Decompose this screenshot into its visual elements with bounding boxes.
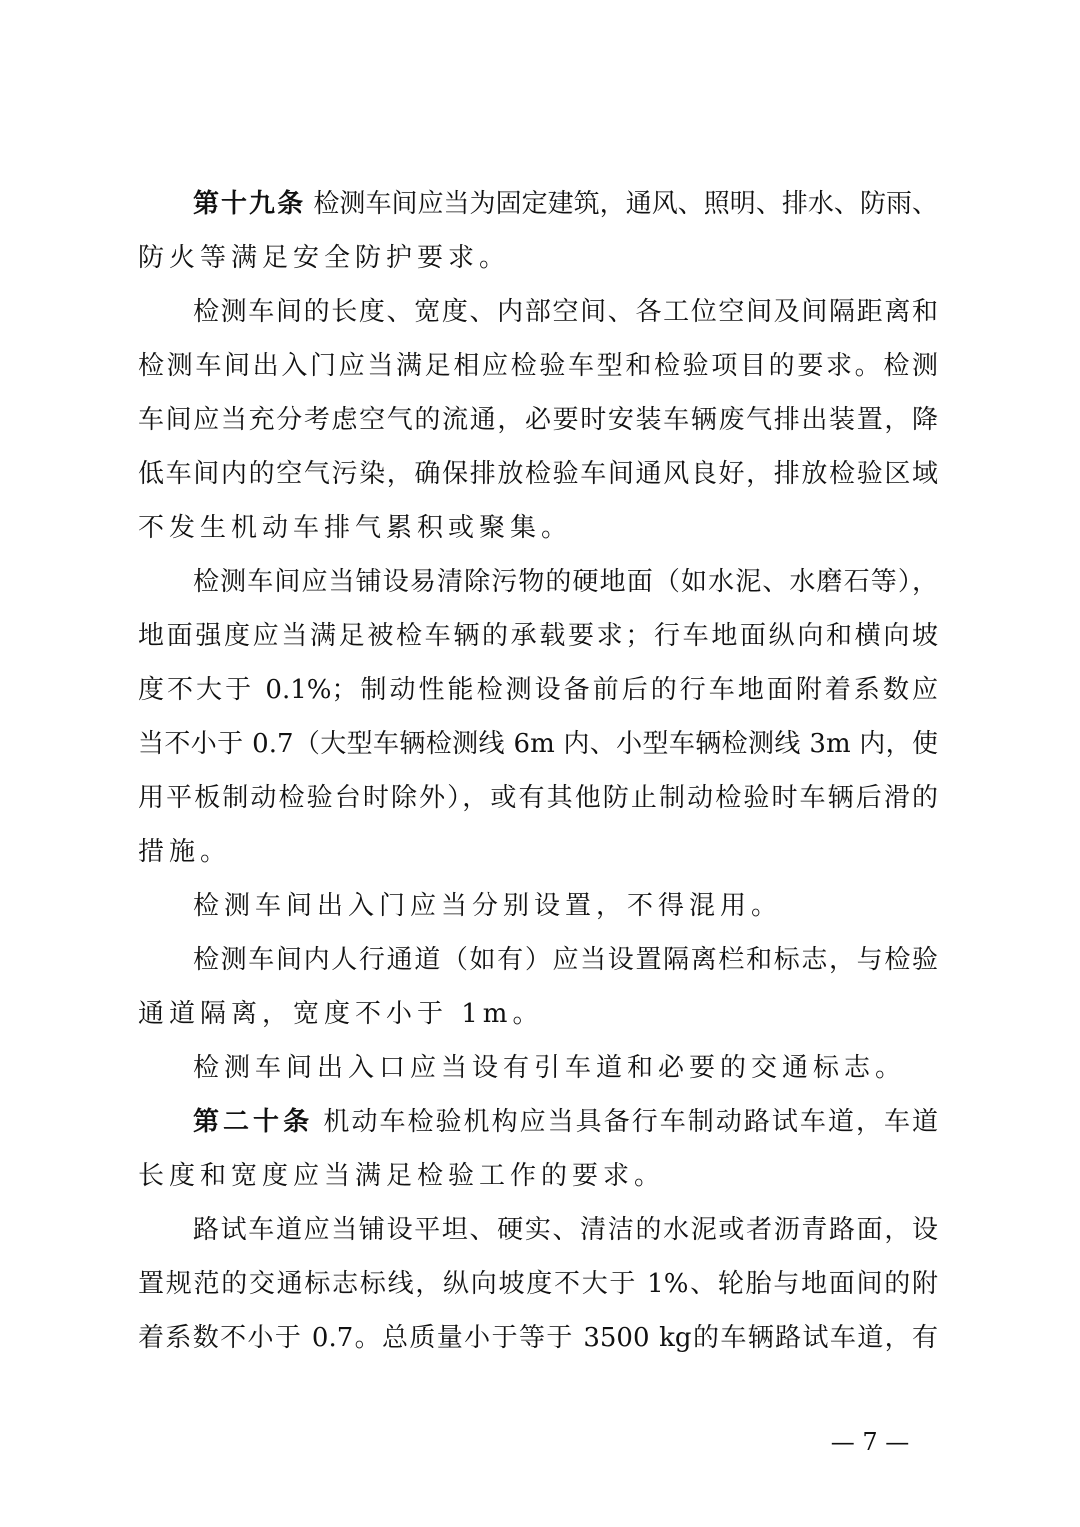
line-text: 着系数不小于 0.7。总质量小于等于 3500 kg的车辆路试车道，有 [138, 1323, 938, 1353]
paragraph-line [138, 994, 938, 1034]
paragraph-line [138, 1156, 938, 1196]
paragraph-line [138, 670, 938, 710]
line-text: 机动车检验机构应当具备行车制动路试车道，车道 [313, 1107, 938, 1137]
paragraph-line [193, 292, 938, 332]
paragraph-line [193, 1048, 938, 1088]
page-number: — 7 — [830, 1428, 910, 1456]
paragraph-line [138, 832, 938, 872]
line-text: 检测车间的长度、宽度、内部空间、各工位空间及间隔距离和 [193, 297, 938, 327]
line-text: 检测车间出入门应当分别设置，不得混用。 [193, 891, 783, 921]
line-text: 检测车间应当为固定建筑，通风、照明、排水、防雨、 [305, 189, 938, 219]
paragraph-line [138, 778, 938, 818]
line-text: 通道隔离，宽度不小于 1m。 [138, 999, 544, 1029]
line-text: 低车间内的空气污染，确保排放检验车间通风良好，排放检验区域 [138, 459, 938, 489]
paragraph-line [138, 724, 938, 764]
line-text: 防火等满足安全防护要求。 [138, 243, 511, 273]
paragraph-line [138, 400, 938, 440]
line-text: 长度和宽度应当满足检验工作的要求。 [138, 1161, 666, 1191]
line-text: 用平板制动检验台时除外），或有其他防止制动检验时车辆后滑的 [138, 783, 938, 813]
paragraph-line [193, 940, 938, 980]
line-text: 地面强度应当满足被检车辆的承载要求；行车地面纵向和横向坡 [138, 621, 938, 651]
line-text: 当不小于 0.7（大型车辆检测线 6m 内、小型车辆检测线 3m 内，使 [138, 729, 938, 759]
paragraph-line [138, 616, 938, 656]
line-text: 车间应当充分考虑空气的流通，必要时安装车辆废气排出装置，降 [138, 405, 938, 435]
paragraph-line [138, 454, 938, 494]
line-text: 路试车道应当铺设平坦、硬实、清洁的水泥或者沥青路面，设 [193, 1215, 938, 1245]
paragraph-line [138, 346, 938, 386]
paragraph-line [138, 1318, 938, 1358]
paragraph-line [193, 562, 938, 602]
line-text: 不发生机动车排气累积或聚集。 [138, 513, 573, 543]
paragraph-line [138, 1264, 938, 1304]
line-text: 置规范的交通标志标线，纵向坡度不大于 1%、轮胎与地面间的附 [138, 1269, 938, 1299]
line-text: 检测车间出入门应当满足相应检验车型和检验项目的要求。检测 [138, 351, 938, 381]
line-text: 检测车间内人行通道（如有）应当设置隔离栏和标志，与检验 [193, 945, 938, 975]
line-text: 措施。 [138, 837, 232, 867]
paragraph-line [138, 238, 938, 278]
article-heading: 第二十条 [193, 1107, 314, 1137]
paragraph-line [138, 508, 938, 548]
paragraph-line [193, 886, 938, 926]
line-text: 检测车间应当铺设易清除污物的硬地面（如水泥、水磨石等）， [193, 567, 938, 597]
paragraph-line [193, 1210, 938, 1250]
paragraph-line [193, 1102, 938, 1142]
line-text: 度不大于 0.1%；制动性能检测设备前后的行车地面附着系数应 [138, 675, 938, 705]
line-text: 检测车间出入口应当设有引车道和必要的交通标志。 [193, 1053, 907, 1083]
paragraph-line [193, 184, 938, 224]
article-heading: 第十九条 [193, 189, 306, 219]
